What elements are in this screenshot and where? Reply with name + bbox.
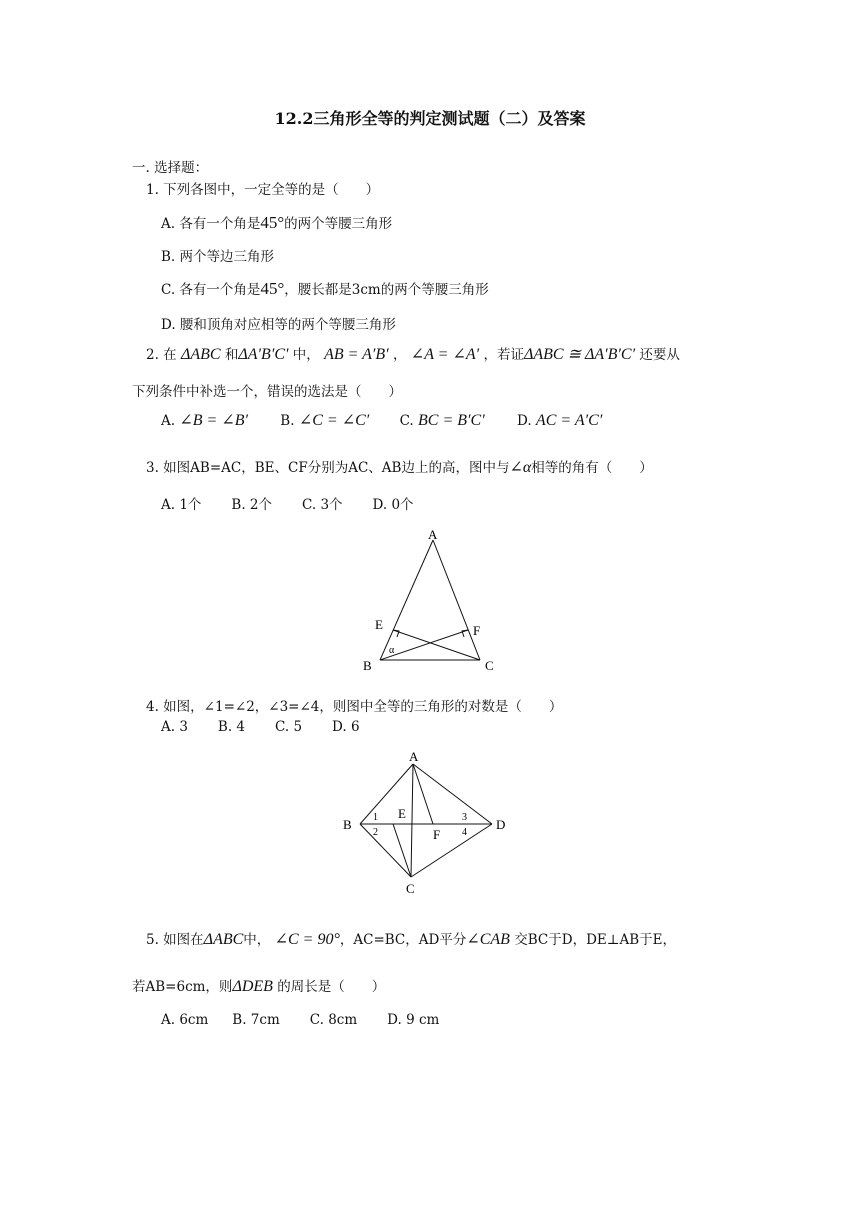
q3-label-e: E xyxy=(375,617,383,632)
q4-label-f: F xyxy=(433,827,441,842)
q3-stem: 3. 如图AB=AC，BE、CF分别为AC、AB边上的高，图中与∠α相等的角有（ ） xyxy=(146,459,653,476)
q3-options: A. 1个 B. 2个 C. 3个 D. 0个 xyxy=(161,497,414,513)
q1-option-a: A. 各有一个角是45°的两个等腰三角形 xyxy=(161,213,393,232)
q5-options: A. 6cm B. 7cm C. 8cm D. 9 cm xyxy=(161,1012,440,1028)
q4-label-c: C xyxy=(406,881,415,896)
q4-label-b: B xyxy=(343,817,352,832)
q3-figure xyxy=(340,520,520,680)
q1-stem: 1. 下列各图中，一定全等的是（ ） xyxy=(146,182,380,198)
q3-label-c: C xyxy=(485,658,494,673)
q4-label-e: E xyxy=(398,806,406,821)
q3-label-f: F xyxy=(473,623,481,638)
q2-stem-line1: 2. 在 ΔABC 和ΔA′B′C′ 中， AB = A′B′ ， ∠A = ∠A′ ，若证ΔABC ≅ ΔA′B′C′ 还要从 xyxy=(146,346,680,363)
q4-options: A. 3 B. 4 C. 5 D. 6 xyxy=(161,719,360,735)
q4-label-4: 4 xyxy=(462,827,467,838)
q1-option-d: D. 腰和顶角对应相等的两个等腰三角形 xyxy=(161,317,396,333)
q1-option-b: B. 两个等边三角形 xyxy=(161,249,275,265)
q4-label-1: 1 xyxy=(373,812,378,823)
q4-label-a: A xyxy=(409,749,419,764)
q4-figure xyxy=(330,742,530,902)
section-heading: 一. 选择题： xyxy=(132,160,209,176)
q4-label-d: D xyxy=(496,817,506,832)
q3-label-b: B xyxy=(363,658,372,673)
q3-label-alpha: α xyxy=(389,645,395,656)
q4-label-3: 3 xyxy=(462,812,467,823)
page-title: 12.2三角形全等的判定测试题（二）及答案 xyxy=(274,109,586,128)
q2-stem-line2: 下列条件中补选一个，错误的选法是（ ） xyxy=(132,384,402,400)
q5-stem-line2: 若AB=6cm，则ΔDEB 的周长是（ ） xyxy=(132,978,386,995)
q3-label-a: A xyxy=(428,527,438,542)
q4-stem: 4. 如图，∠1=∠2，∠3=∠4，则图中全等的三角形的对数是（ ） xyxy=(146,699,563,715)
q5-stem-line1: 5. 如图在ΔABC中， ∠C = 90°，AC=BC，AD平分∠CAB 交BC于D，DE⊥AB于E， xyxy=(146,931,676,948)
q2-options: A. ∠B = ∠B′ B. ∠C = ∠C′ C. BC = B′C′ D. AC = A′C′ xyxy=(161,412,603,429)
q1-option-c: C. 各有一个角是45°，腰长都是3cm的两个等腰三角形 xyxy=(161,279,489,298)
q4-label-2: 2 xyxy=(373,827,378,838)
